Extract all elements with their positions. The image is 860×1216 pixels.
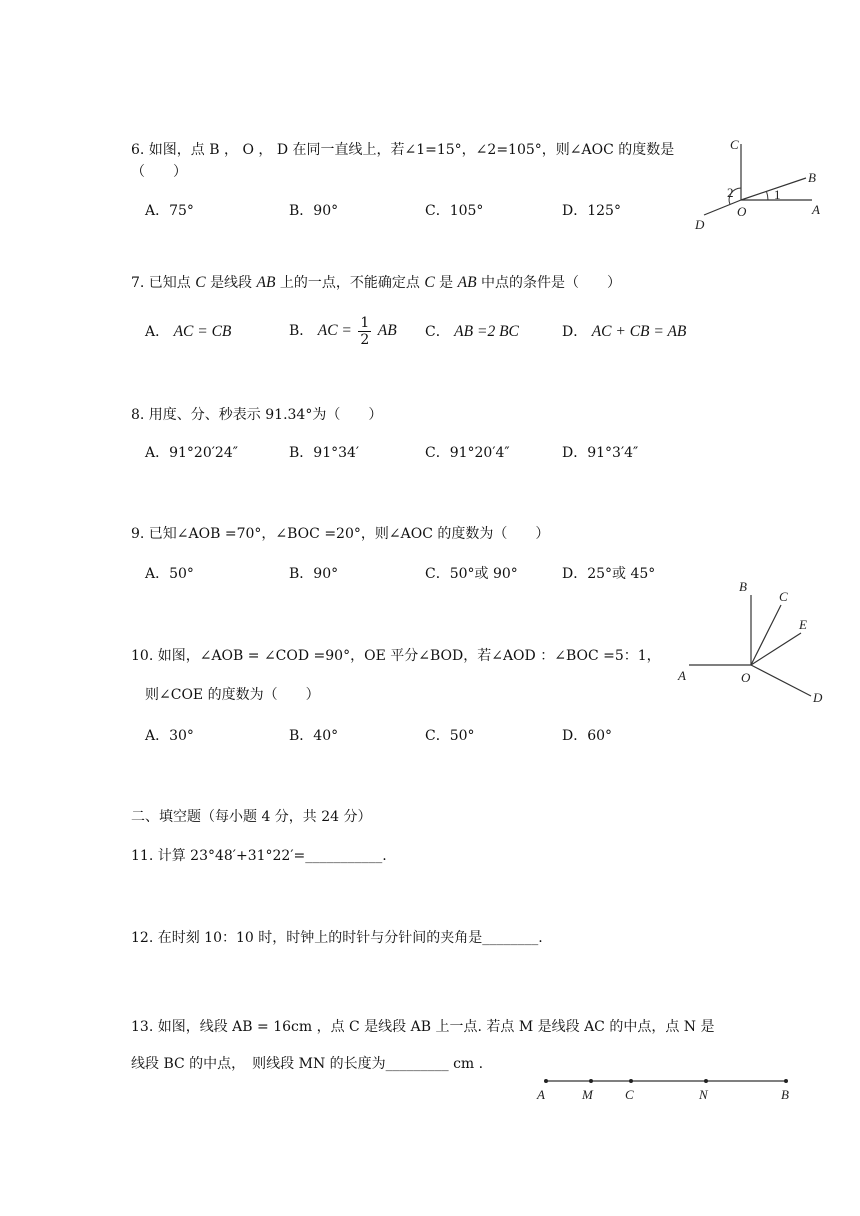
label-d: D [695,217,705,232]
q7-stem [131,273,621,293]
q9-stem: 9. 已知∠AOB =70°，∠BOC =20°，则∠AOC 的度数为（ ） [131,526,550,542]
label-2: 2 [727,185,734,200]
ray-od [704,200,741,215]
q7-option-a: A． AC = CB [145,323,232,340]
q11-stem: 11. 计算 23°48′+31°22′=___________. [131,848,387,864]
q6-option-c: C．105° [425,203,484,219]
label-d: D [813,690,823,705]
label-o: O [737,204,747,219]
q7-option-c: C． AB =2 BC [425,323,519,340]
q7-text-a: 7. 已知点 [131,275,191,291]
label-m: M [582,1087,593,1102]
q6-stem: 6. 如图，点 B ， O ， D 在同一直线上，若∠1=15°，∠2=105°，则∠AOC 的度数是 [131,142,675,158]
q13-stem-line1: 13. 如图，线段 AB = 16cm ，点 C 是线段 AB 上一点. 若点 M 是线段 AC 的中点，点 N 是 [131,1019,715,1035]
q13-stem-line2: 线段 BC 的中点， 则线段 MN 的长度为_________ cm . [131,1056,484,1072]
label-a: A [537,1087,545,1102]
q9-option-b: B．90° [289,566,339,582]
q8-option-d: D．91°3′4″ [562,445,639,461]
q8-option-b: B．91°34′ [289,445,360,461]
label-c: C [779,589,788,604]
q8-option-a: A．91°20′24″ [145,445,238,461]
q7-text-b: 是线段 [210,275,253,291]
label-c: C [625,1087,634,1102]
q7-option-b: B． AC = $\frac{1}{2}$ AB [289,314,397,348]
q10-option-a: A．30° [145,728,194,744]
q7-segment-ab: AB [256,274,276,291]
point-b [784,1079,788,1083]
label-c: C [730,137,739,152]
q13-figure [530,1070,800,1105]
q6-figure [690,132,830,237]
q9-option-d: D．25°或 45° [562,566,656,582]
point-c [629,1079,633,1083]
q9-option-c: C．50°或 90° [425,566,518,582]
q8-option-c: C．91°20′4″ [425,445,510,461]
point-a [544,1079,548,1083]
ray-od [751,665,811,696]
label-b: B [739,579,747,594]
angle-arc-1 [767,192,769,201]
q12-stem: 12. 在时刻 10：10 时，时钟上的时针与分针间的夹角是________. [131,930,543,946]
point-m [589,1079,593,1083]
label-e: E [799,617,807,632]
q7-point-c-2: C [424,274,435,291]
label-a: A [812,202,820,217]
section-2-title: 二、填空题（每小题 4 分，共 24 分） [131,809,372,825]
label-b: B [808,170,816,185]
label-1: 1 [774,187,781,202]
label-o: O [741,670,751,685]
q10-figure [675,575,835,710]
q10-option-c: C．50° [425,728,475,744]
q7-text-e: 中点的条件是（ ） [481,275,621,291]
q10-stem-line2: 则∠COE 的度数为（ ） [145,687,320,703]
q7-text-d: 是 [439,275,454,291]
label-b: B [781,1087,789,1102]
q7-text-c: 上的一点，不能确定点 [279,275,420,291]
q6-option-d: D．125° [562,203,621,219]
q7-segment-ab-2: AB [457,274,477,291]
q8-stem: 8. 用度、分、秒表示 91.34°为（ ） [131,407,383,423]
q7-option-d: D． AC + CB = AB [562,323,687,340]
label-a: A [678,668,686,683]
q6-paren: （ ） [131,164,187,180]
point-n [704,1079,708,1083]
q7-point-c: C [195,274,206,291]
q10-stem-line1: 10. 如图，∠AOB = ∠COD =90°，OE 平分∠BOD，若∠AOD ：∠BOC =5：1， [131,648,661,664]
q9-option-a: A．50° [145,566,194,582]
q10-option-b: B．40° [289,728,339,744]
q6-option-a: A．75° [145,203,194,219]
q6-option-b: B．90° [289,203,339,219]
label-n: N [699,1087,708,1102]
q7-fraction: $\frac{1}{2}$ [360,314,370,348]
q10-option-d: D．60° [562,728,613,744]
